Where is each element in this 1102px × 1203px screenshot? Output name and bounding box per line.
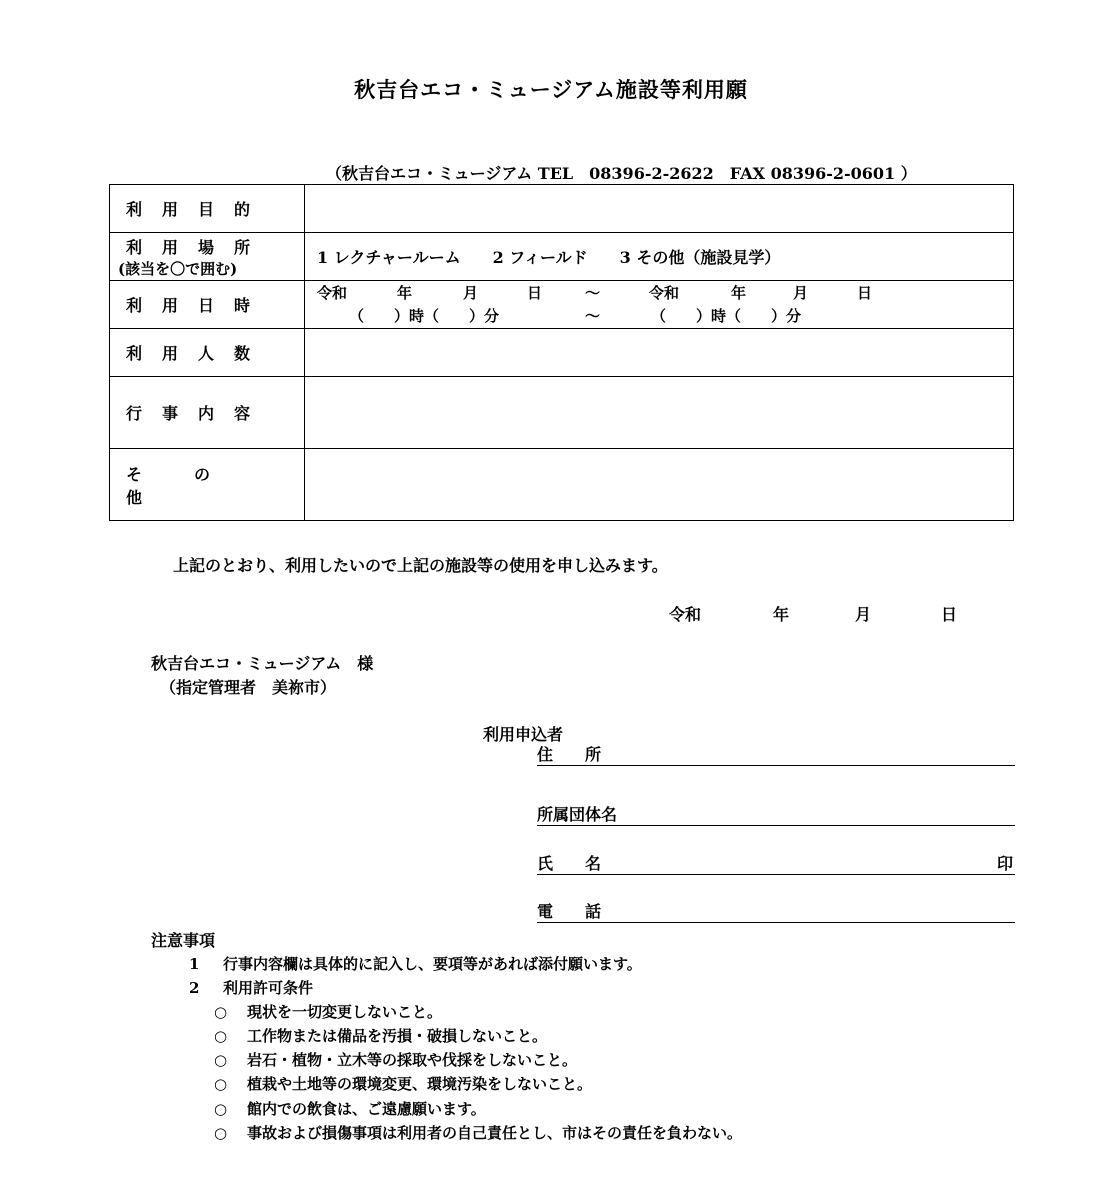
place-label: 利用場所 [126, 237, 271, 257]
place-field[interactable] [305, 233, 1014, 281]
seal-mark: 印 [996, 854, 1013, 873]
condition-text: 現状を一切変更しないこと。 [247, 1003, 443, 1021]
application-date [669, 602, 957, 625]
date-line-1 [317, 282, 1013, 305]
circle-bullet-icon: ○ [214, 1051, 228, 1069]
time-tilde: ～ [585, 306, 601, 325]
date-year-start: 年 [397, 283, 413, 302]
applicant-heading: 利用申込者 [483, 725, 564, 744]
condition-text: 植栽や土地等の環境変更、環境汚染をしないこと。 [247, 1075, 593, 1093]
purpose-label-cell [110, 185, 305, 233]
date-day-end: 日 [857, 283, 873, 302]
condition-item [214, 1073, 592, 1094]
purpose-label: 利用目的 [126, 200, 271, 219]
date-era-end: 令和 [649, 283, 680, 302]
people-field[interactable] [305, 329, 1014, 377]
date-era: 令和 [669, 605, 702, 624]
circle-bullet-icon: ○ [214, 1100, 228, 1118]
row-other [110, 449, 1014, 521]
condition-text: 岩石・植物・立木等の採取や伐採をしないこと。 [247, 1051, 578, 1069]
event-label: 行事内容 [126, 404, 271, 423]
place-sublabel: (該当を〇で囲む) [118, 259, 238, 278]
phone-field[interactable] [537, 902, 1015, 923]
date-year: 年 [773, 605, 790, 624]
page-title: 秋吉台エコ・ミュージアム施設等利用願 [354, 77, 748, 102]
note-item [189, 977, 313, 998]
datetime-label-cell [110, 281, 305, 329]
row-place [110, 233, 1014, 281]
circle-bullet-icon: ○ [214, 1075, 228, 1093]
condition-text: 館内での飲食は、ご遠慮願います。 [247, 1100, 486, 1118]
other-label: その他 [126, 464, 263, 507]
note-text: 利用許可条件 [223, 979, 314, 997]
intro-text: 上記のとおり、利用したいので上記の施設等の使用を申し込みます。 [173, 556, 668, 575]
date-month: 月 [855, 605, 872, 624]
condition-item [214, 1025, 547, 1046]
note-item [189, 953, 642, 974]
condition-item [214, 1122, 742, 1143]
note-text: 行事内容欄は具体的に記入し、要項等があれば添付願います。 [223, 955, 642, 973]
condition-text: 工作物または備品を汚損・破損しないこと。 [247, 1027, 548, 1045]
row-people [110, 329, 1014, 377]
organization-label: 所属団体名 [537, 805, 618, 824]
other-field[interactable] [305, 449, 1014, 521]
date-year-end: 年 [731, 283, 747, 302]
application-form-table [109, 184, 1014, 521]
datetime-label: 利用日時 [126, 296, 271, 315]
circle-bullet-icon: ○ [214, 1003, 228, 1021]
contact-info: （秋吉台エコ・ミュージアム TEL 08396-2-2622 FAX 08396-2-0601 ） [326, 164, 917, 183]
row-event [110, 377, 1014, 449]
note-number: 2 [189, 979, 200, 997]
people-label-cell [110, 329, 305, 377]
phone-label: 電 話 [537, 902, 602, 921]
name-label: 氏 名 [537, 854, 602, 873]
circle-bullet-icon: ○ [214, 1027, 228, 1045]
name-field[interactable] [537, 854, 1015, 875]
people-label: 利用人数 [126, 344, 271, 363]
date-day-start: 日 [527, 283, 543, 302]
row-datetime [110, 281, 1014, 329]
date-month-end: 月 [793, 283, 809, 302]
datetime-field[interactable] [305, 281, 1014, 329]
condition-item [214, 1001, 442, 1022]
date-day: 日 [941, 605, 958, 624]
address-label: 住 所 [537, 745, 602, 764]
place-options: 1 レクチャールーム 2 フィールド 3 その他（施設見学） [317, 248, 781, 267]
address-field[interactable] [537, 745, 1015, 766]
place-label-cell [110, 233, 305, 281]
organization-field[interactable] [537, 805, 1015, 826]
time-end: （ ）時（ ）分 [651, 306, 802, 325]
row-purpose [110, 185, 1014, 233]
addressee: 秋吉台エコ・ミュージアム 様 [151, 654, 374, 673]
date-month-start: 月 [463, 283, 479, 302]
purpose-field[interactable] [305, 185, 1014, 233]
condition-item [214, 1049, 577, 1070]
date-era-start: 令和 [317, 283, 348, 302]
other-label-cell [110, 449, 305, 521]
condition-item [214, 1098, 486, 1119]
manager: （指定管理者 美祢市） [160, 678, 337, 697]
date-tilde: ～ [585, 283, 601, 302]
note-number: 1 [189, 955, 200, 973]
time-start: （ ）時（ ）分 [349, 306, 500, 325]
event-field[interactable] [305, 377, 1014, 449]
date-line-2 [317, 305, 1013, 328]
event-label-cell [110, 377, 305, 449]
notes-title: 注意事項 [151, 931, 216, 950]
circle-bullet-icon: ○ [214, 1124, 228, 1142]
condition-text: 事故および損傷事項は利用者の自己責任とし、市はその責任を負わない。 [247, 1124, 743, 1142]
